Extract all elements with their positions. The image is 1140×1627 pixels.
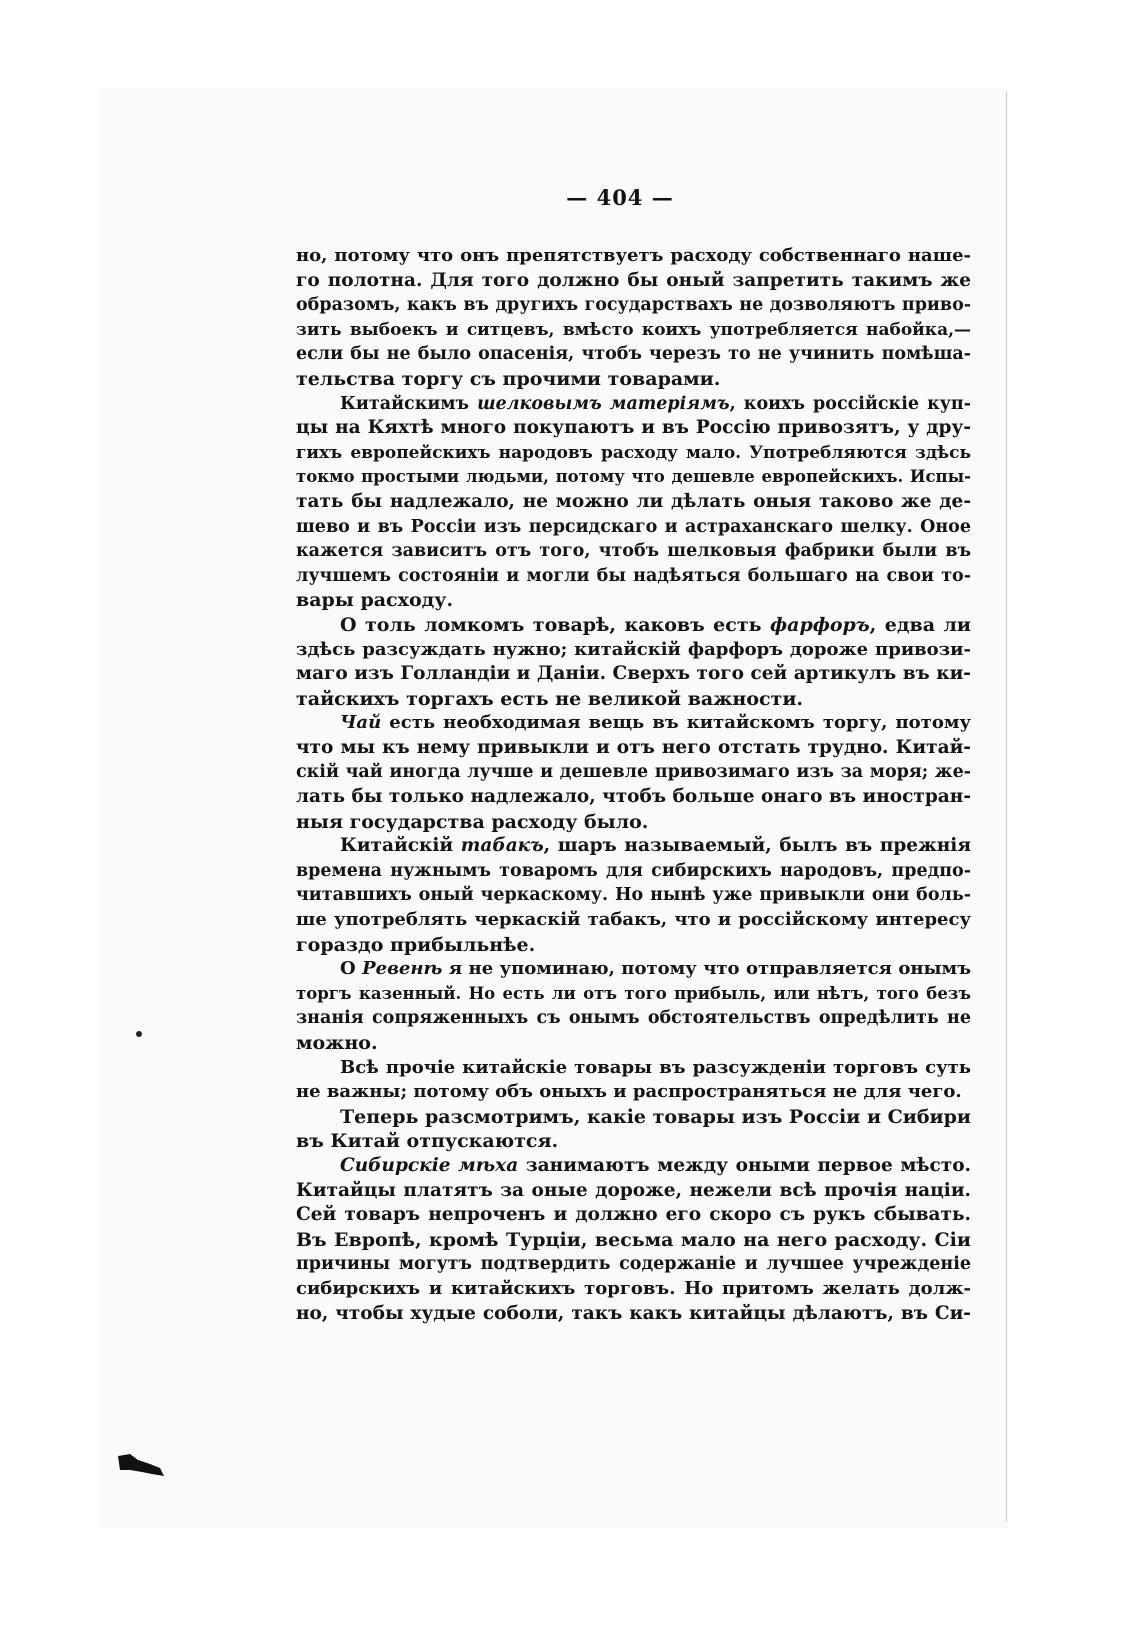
ink-dot: [136, 1031, 142, 1037]
emphasized-term: Сибирскіе мѣха: [340, 1154, 519, 1176]
text-line: гораздо прибыльнѣе.: [296, 933, 536, 956]
text-line: [296, 834, 971, 859]
text-line: токмо простыми людьми, потому что дешевле европейскихъ. Испы-: [296, 467, 971, 487]
text-line: [296, 957, 971, 982]
body-text: [296, 244, 971, 1326]
text-run: О толь ломкомъ товарѣ, каковъ есть: [340, 613, 770, 636]
text-line: лучшемъ состояніи и могли бы надѣяться большаго на свои то-: [296, 565, 971, 586]
text-line: въ Китай отпускаются.: [296, 1130, 559, 1153]
text-line: тельства торгу съ прочими товарами.: [296, 367, 721, 390]
text-line: здѣсь разсуждать нужно; китайскій фарфоръ дороже привози-: [296, 638, 971, 660]
text-line: цы на Кяхтѣ много покупаютъ и въ Россію привозятъ, у дру-: [296, 417, 971, 439]
text-line: что мы къ нему привыкли и отъ него отстать трудно. Китай-: [296, 736, 971, 758]
page-edge-rule: [1006, 92, 1007, 1522]
text-line: знанія сопряженныхъ съ онымъ обстоятельствъ опредѣлить не: [296, 1008, 971, 1029]
text-line: Всѣ прочіе китайскіе товары въ разсужденіи торговъ суть: [340, 1056, 971, 1078]
emphasized-term: Ревенѣ: [362, 958, 443, 980]
text-line: Китайцы платятъ за оные дороже, нежели всѣ прочія націи.: [296, 1179, 971, 1201]
text-line: Сей товаръ непроченъ и должно его скоро съ рукъ сбывать.: [296, 1204, 971, 1226]
text-line: но, потому что онъ препятствуетъ расходу собственнаго наше-: [296, 245, 971, 266]
text-line: Теперь разсмотримъ, какіе товары изъ Россіи и Сибири: [340, 1105, 972, 1128]
text-line: скій чай иногда лучше и дешевле привозимаго изъ за моря; же-: [296, 762, 971, 783]
ink-blot: [116, 1452, 166, 1478]
text-run: Китайскій: [340, 835, 461, 857]
text-line: но, чтобы худые соболи, такъ какъ китайцы дѣлаютъ, въ Си-: [296, 1302, 971, 1324]
text-run: О: [340, 958, 363, 980]
text-line: шево и въ Россіи изъ персидскаго и астраханскаго шелку. Оное: [296, 516, 971, 537]
text-line: тать бы надлежало, не можно ли дѣлать оныя таково же де-: [296, 490, 971, 512]
text-line: тайскихъ торгахъ есть не великой важности.: [296, 687, 804, 710]
text-run: есть необходимая вещь въ китайскомъ торгу, потому: [381, 712, 971, 734]
text-run: , коихъ россійскіе куп-: [729, 393, 971, 414]
text-line: маго изъ Голландіи и Даніи. Сверхъ того сей артикулъ въ ки-: [296, 663, 971, 685]
text-run: , шаръ называемый, былъ въ прежнія: [543, 835, 971, 857]
text-line: причины могутъ подтвердить содержаніе и лучшее учрежденіе: [296, 1254, 971, 1275]
text-line: вары расходу.: [296, 589, 454, 612]
text-line: лать бы только надлежало, чтобъ больше онаго въ иностран-: [296, 786, 971, 808]
text-line: сибирскихъ и китайскихъ торговъ. Но притомъ желать долж-: [296, 1277, 971, 1299]
text-line: читавшихъ оный черкаскому. Но нынѣ уже привыкли они боль-: [296, 885, 971, 906]
text-line: образомъ, какъ въ другихъ государствахъ не дозволяютъ приво-: [296, 295, 971, 316]
text-line: не важны; потому объ оныхъ и распространяться не для чего.: [296, 1081, 962, 1103]
text-line: зить выбоекъ и ситцевъ, вмѣсто коихъ употребляется набойка,—: [296, 319, 971, 340]
text-line: торгъ казенный. Но есть ли отъ того прибыль, или нѣтъ, того безъ: [296, 983, 971, 1003]
text-line: го полотна. Для того должно бы оный запретить такимъ же: [296, 269, 971, 291]
text-line: времена нужнымъ товаромъ для сибирскихъ народовъ, предпо-: [296, 860, 971, 881]
emphasized-term: шелковымъ матеріямъ: [477, 393, 730, 414]
text-run: занимаютъ между оными первое мѣсто.: [518, 1154, 971, 1176]
emphasized-term: Чай: [340, 712, 382, 734]
text-line: [296, 1154, 971, 1179]
emphasized-term: табакъ: [460, 835, 544, 857]
text-line: [296, 613, 971, 638]
text-line: ныя государства расходу было.: [296, 810, 649, 833]
text-line: кажется зависитъ отъ того, чтобъ шелковыя фабрики были въ: [296, 541, 971, 562]
text-run: , едва ли: [869, 613, 971, 636]
text-line: Въ Европѣ, кромѣ Турціи, весьма мало на него расходу. Сіи: [296, 1228, 971, 1251]
text-run: Китайскимъ: [340, 393, 478, 414]
text-line: [296, 711, 971, 736]
text-line: можно.: [296, 1032, 378, 1054]
text-line: ше употреблять черкаскій табакъ, что и россійскому интересу: [296, 909, 971, 931]
text-line: [296, 392, 971, 417]
page-number: — 404 —: [566, 185, 674, 210]
text-line: гихъ европейскихъ народовъ расходу мало. Употребляются здѣсь: [296, 442, 971, 463]
text-line: если бы не было опасенія, чтобъ черезъ то не учинить помѣша-: [296, 344, 971, 365]
emphasized-term: фарфоръ: [770, 613, 870, 636]
text-run: я не упоминаю, потому что отправляется онымъ: [442, 958, 971, 980]
